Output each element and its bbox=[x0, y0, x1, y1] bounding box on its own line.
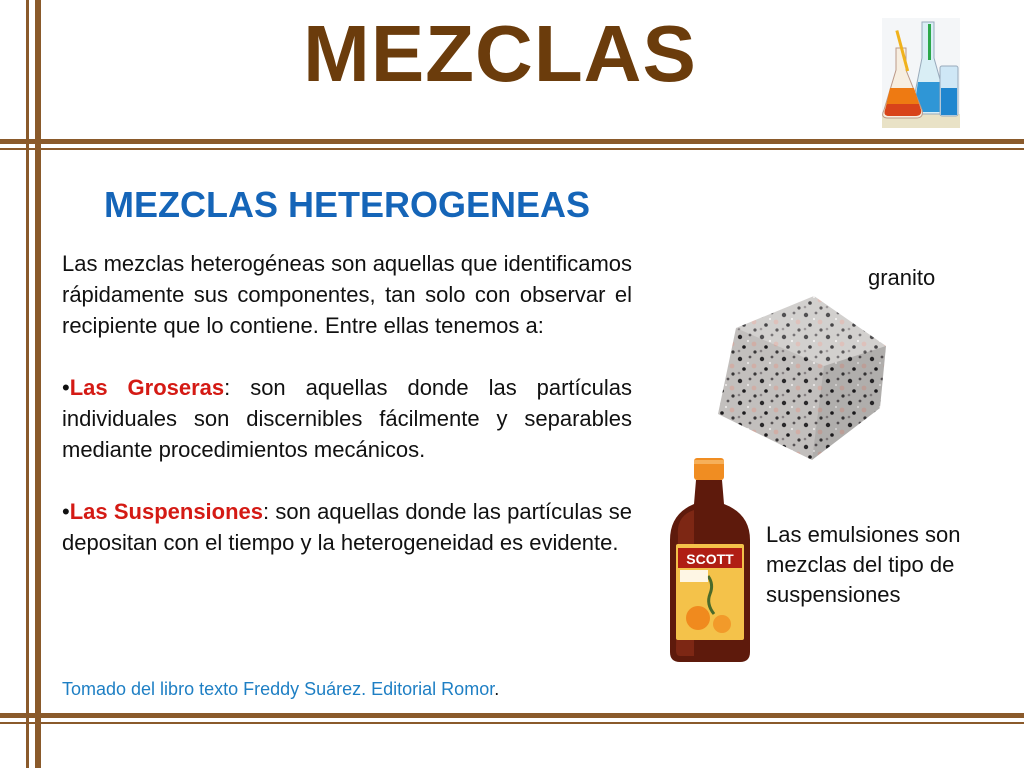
bullet-marker: • bbox=[62, 375, 70, 400]
term-groseras: Las Groseras bbox=[69, 375, 225, 400]
frame-bottom-line-thick bbox=[0, 713, 1024, 718]
source-credit-period: . bbox=[494, 679, 500, 699]
granite-rock-image bbox=[714, 288, 892, 464]
frame-vertical-line-inner bbox=[35, 0, 41, 768]
term-suspensiones: Las Suspensiones bbox=[69, 499, 264, 524]
frame-vertical-line-outer bbox=[26, 0, 29, 768]
source-credit-text: Tomado del libro texto Freddy Suárez. Editorial Romor bbox=[62, 679, 495, 699]
frame-top-line-thin bbox=[0, 148, 1024, 150]
bullet-groseras bbox=[62, 372, 632, 465]
bullet-marker: • bbox=[62, 499, 70, 524]
section-subtitle: MEZCLAS HETEROGENEAS bbox=[103, 184, 591, 225]
body-text bbox=[62, 248, 632, 558]
lab-flasks-image bbox=[882, 18, 960, 128]
bullet-groseras-text: : son aquellas donde las partículas individuales son discernibles fácilmente y separables mediante procedimientos mecánicos. bbox=[62, 375, 632, 462]
scott-bottle-image bbox=[664, 456, 756, 666]
bullet-suspensiones bbox=[62, 496, 632, 558]
emulsion-caption: Las emulsiones son mezclas del tipo de suspensiones bbox=[766, 522, 961, 607]
frame-bottom-line-thin bbox=[0, 722, 1024, 724]
bullet-suspensiones-text: : son aquellas donde las partículas se depositan con el tiempo y la heterogeneidad es evidente. bbox=[62, 499, 632, 555]
frame-top-line-thick bbox=[0, 139, 1024, 144]
granite-caption: granito bbox=[868, 265, 936, 290]
slide-title: MEZCLAS bbox=[303, 9, 697, 98]
bottle-label-text: SCOTT bbox=[686, 551, 734, 567]
source-credit bbox=[62, 679, 499, 700]
intro-paragraph: Las mezclas heterogéneas son aquellas que identificamos rápidamente sus componentes, tan solo con observar el recipiente que lo contiene. Entre ellas tenemos a: bbox=[62, 251, 632, 338]
